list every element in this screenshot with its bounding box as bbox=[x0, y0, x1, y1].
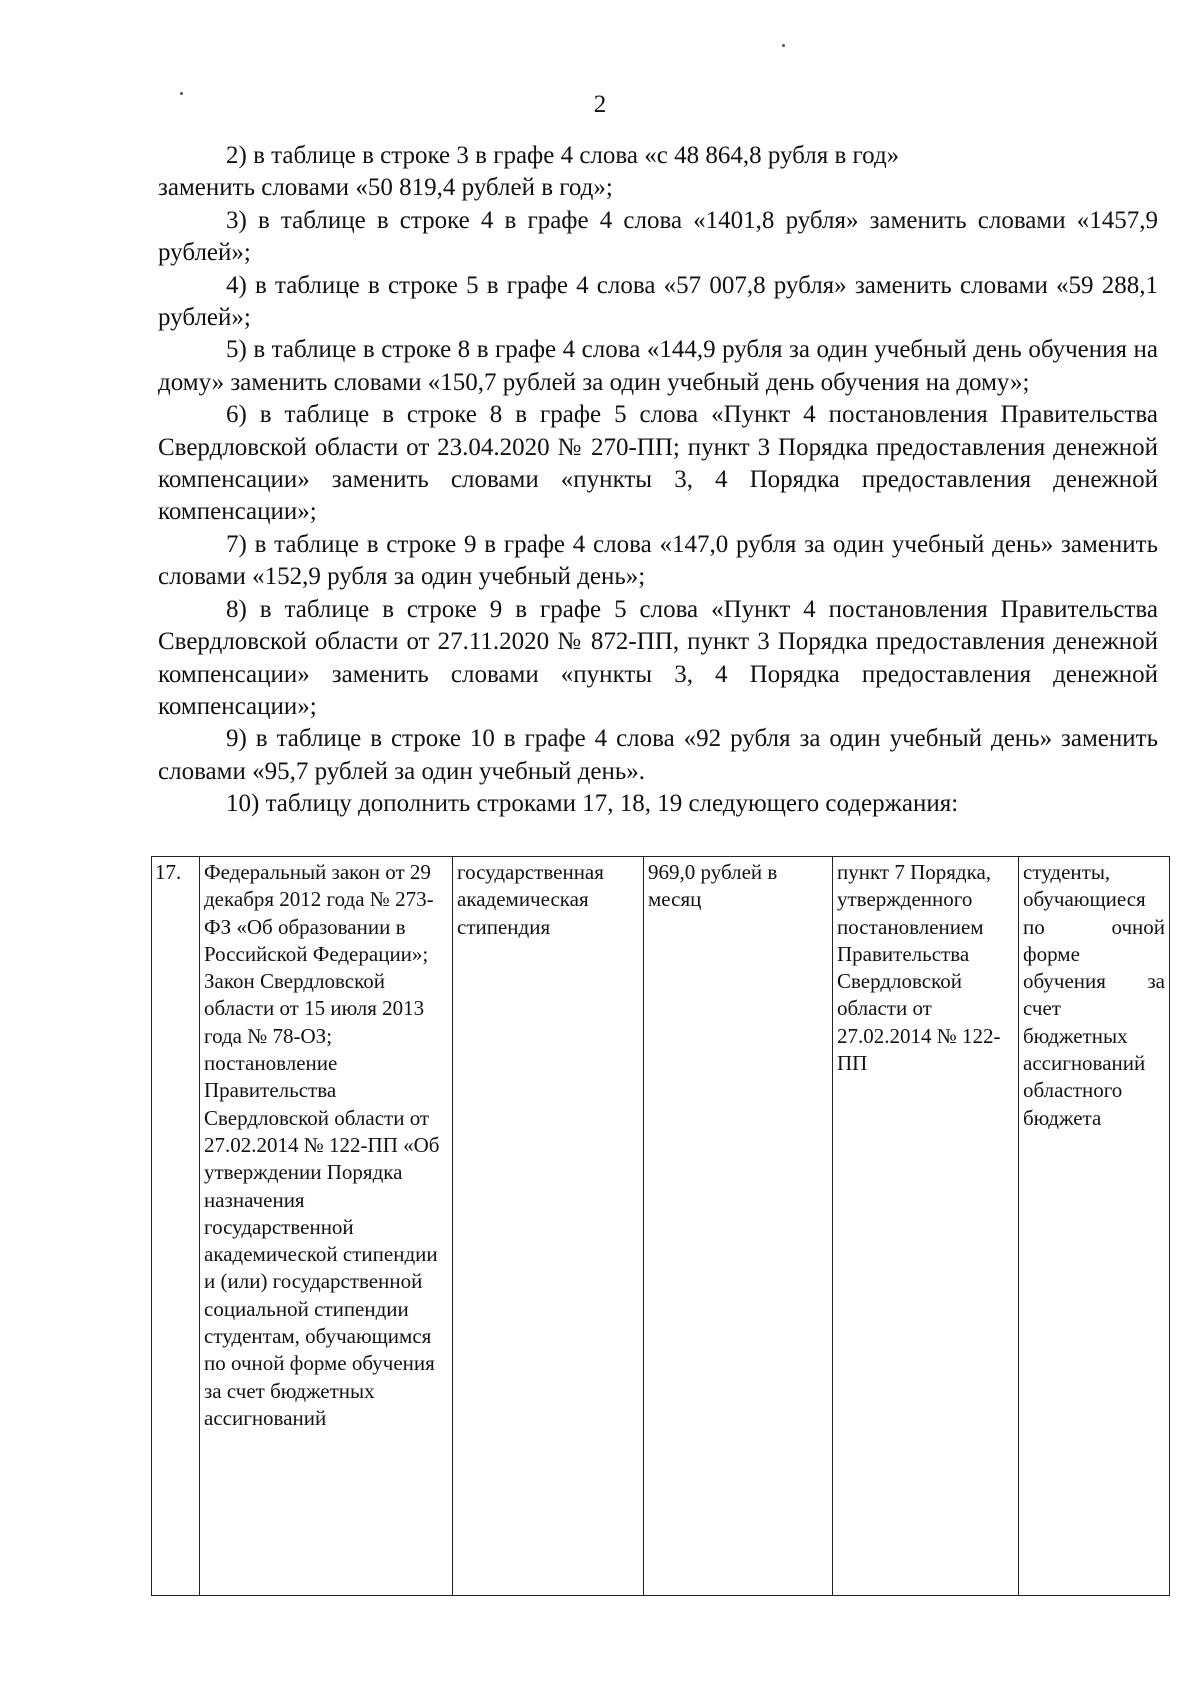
amendment-paragraph-10: 10) таблицу дополнить строками 17, 18, 19 следующего содержания: bbox=[226, 790, 959, 818]
scan-speck bbox=[180, 92, 183, 95]
amendment-paragraph-2-cont: заменить словами «50 819,4 рублей в год»; bbox=[158, 174, 613, 202]
legal-basis-cell: Федеральный закон от 29 декабря 2012 года № 273-ФЗ «Об образовании в Российской Федерации»; Закон Свердловской области от 15 июля 2013 года № 78-ОЗ; постановление Правительства Свердловской области от 27.02.2014 № 122-ПП «Об утверждении Порядка назначения государственной академической стипендии и (или) государственной социальной стипендии студентам, обучающимся по очной форме обучения за счет бюджетных ассигнований bbox=[200, 857, 453, 1596]
recipients-cell: студенты, обучающиеся по очной форме обучения за счет бюджетных ассигнований областного бюджета bbox=[1019, 857, 1170, 1596]
amendment-paragraph-5: 5) в таблице в строке 8 в графе 4 слова «144,9 рубля за один учебный день обучения на дому» заменить словами «150,7 рублей за один учебный день обучения на дому»; bbox=[158, 336, 1158, 396]
amendment-paragraph-9: 9) в таблице в строке 10 в графе 4 слова «92 рубля за один учебный день» заменить словами «95,7 рублей за один учебный день». bbox=[158, 725, 1158, 785]
page-number: 2 bbox=[593, 91, 607, 118]
amendment-paragraph-3: 3) в таблице в строке 4 в графе 4 слова «1401,8 рубля» заменить словами «1457,9 рублей»; bbox=[158, 206, 1158, 267]
amount-cell: 969,0 рублей в месяц bbox=[644, 857, 833, 1596]
amendments-text bbox=[158, 140, 1158, 821]
amendment-paragraph-8: 8) в таблице в строке 9 в графе 5 слова «Пункт 4 постановления Правительства Свердловской области от 27.11.2020 № 872-ПП, пункт 3 Порядка предоставления денежной компенсации» заменить словами «пункты 3, 4 Порядка предоставления денежной компенсации»; bbox=[158, 595, 1158, 720]
amendment-paragraph-7: 7) в таблице в строке 9 в графе 4 слова «147,0 рубля за один учебный день» заменить словами «152,9 рубля за один учебный день»; bbox=[158, 530, 1158, 591]
amendment-paragraph-6: 6) в таблице в строке 8 в графе 5 слова «Пункт 4 постановления Правительства Свердловской области от 23.04.2020 № 270-ПП; пункт 3 Порядка предоставления денежной компенсации» заменить словами «пункты 3, 4 Порядка предоставления денежной компенсации»; bbox=[158, 401, 1158, 526]
procedure-cell: пункт 7 Порядка, утвержденного постановлением Правительства Свердловской области от 27.02.2014 № 122-ПП bbox=[833, 857, 1019, 1596]
amendment-paragraph-4: 4) в таблице в строке 5 в графе 4 слова «57 007,8 рубля» заменить словами «59 288,1 рублей»; bbox=[158, 271, 1158, 332]
amendment-paragraph-2: 2) в таблице в строке 3 в графе 4 слова «с 48 864,8 рубля в год» bbox=[226, 142, 900, 169]
scan-speck bbox=[782, 44, 785, 47]
measure-cell: государственная академическая стипендия bbox=[453, 857, 644, 1596]
amendment-table bbox=[151, 856, 1170, 1596]
table-row bbox=[152, 857, 1170, 1596]
row-number-cell: 17. bbox=[152, 857, 200, 1596]
